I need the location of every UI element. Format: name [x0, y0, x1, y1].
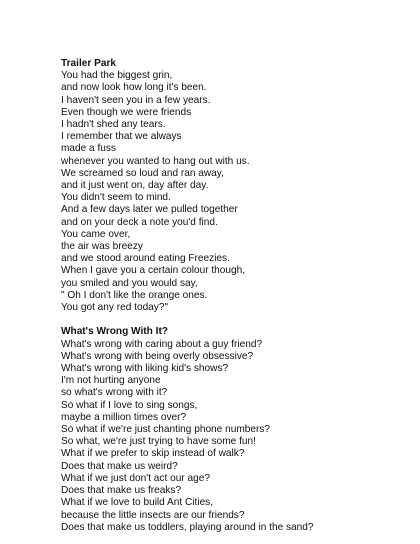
poem-line: I'm not hurting anyone: [61, 375, 161, 387]
poem-line: Does that make us weird?: [61, 460, 178, 472]
poem-title: What's Wrong With It?: [61, 326, 168, 338]
poem-line: So what if I love to sing songs,: [61, 399, 198, 411]
poem-line: whenever you wanted to hang out with us.: [61, 155, 250, 167]
poem-line: and now look how long it's been.: [61, 82, 207, 94]
poem-line: Even though we were friends: [61, 106, 192, 118]
poem-line: Does that make us toddlers, playing around in the sand?: [61, 521, 314, 533]
poem-line: and on your deck a note you'd find.: [61, 216, 218, 228]
poem-line: so what's wrong with it?: [61, 387, 168, 399]
poem-line: And a few days later we pulled together: [61, 204, 238, 216]
poem-line: the air was breezy: [61, 241, 143, 253]
poem-line: You got any red today?": [61, 302, 169, 314]
poem-line: maybe a million times over?: [61, 411, 187, 423]
poem-line: So what if we're just chanting phone numbers?: [61, 424, 270, 436]
poem-line: I remember that we always: [61, 131, 182, 143]
poem-line: you smiled and you would say,: [61, 277, 198, 289]
poem-line: Does that make us freaks?: [61, 485, 182, 497]
poem-line: What's wrong with liking kid's shows?: [61, 363, 229, 375]
poem-line: and it just went on, day after day.: [61, 180, 209, 192]
poem-line: made a fuss: [61, 143, 116, 155]
poem-line: I hadn't shed any tears.: [61, 119, 166, 131]
poem-line: What if we just don't act our age?: [61, 472, 210, 484]
poem-line: because the little insects are our friends?: [61, 509, 245, 521]
poem-line: You came over,: [61, 228, 131, 240]
poem-line: and we stood around eating Freezies.: [61, 253, 230, 265]
poem-line: You didn't seem to mind.: [61, 192, 171, 204]
poem-line: When I gave you a certain colour though,: [61, 265, 246, 277]
poem-title: Trailer Park: [61, 58, 116, 69]
poem-line: You had the biggest grin,: [61, 70, 173, 82]
poem-line: So what, we're just trying to have some fun!: [61, 436, 256, 448]
poem-line: I haven't seen you in a few years.: [61, 94, 211, 106]
poem-line: What if we prefer to skip instead of walk?: [61, 448, 245, 460]
poem-whats-wrong-with-it: [61, 326, 411, 533]
poem-line: What's wrong with caring about a guy friend?: [61, 338, 263, 350]
poem-line: We screamed so loud and ran away,: [61, 167, 224, 179]
poem-trailer-park: [61, 58, 411, 314]
poem-line: What's wrong with being overly obsessive?: [61, 350, 254, 362]
poem-line: " Oh I don't like the orange ones.: [61, 289, 208, 301]
document-page: [61, 58, 411, 534]
poem-line: What if we love to build Ant Cities,: [61, 497, 214, 509]
